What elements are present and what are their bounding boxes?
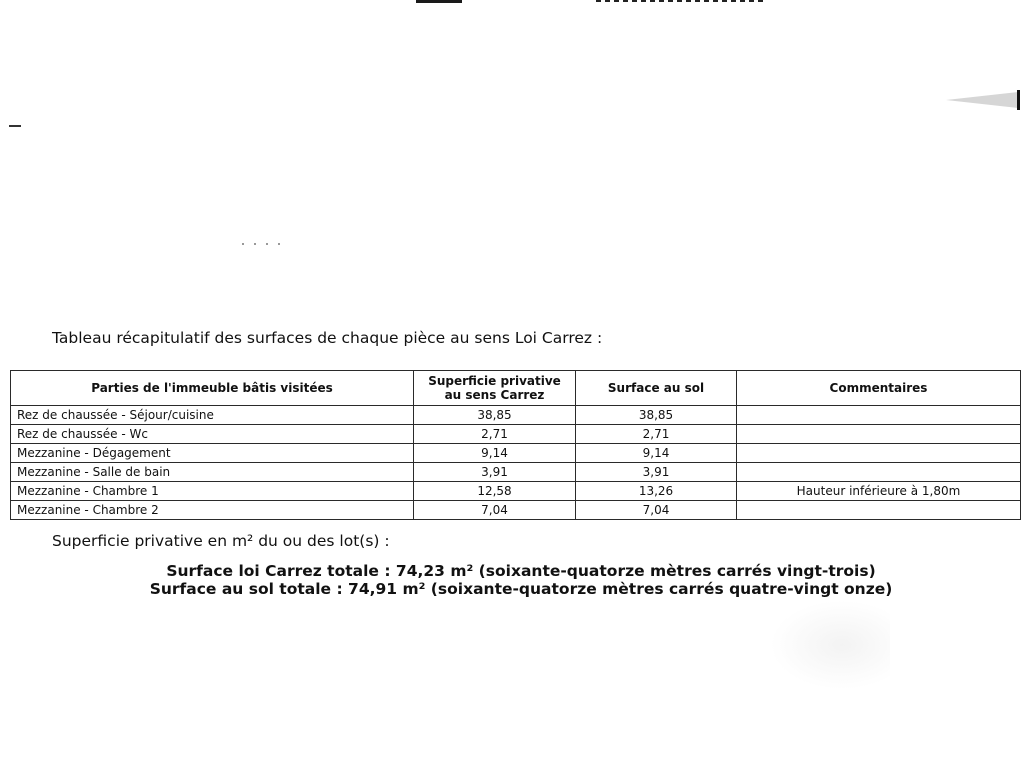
column-header-commentaires: Commentaires xyxy=(737,371,1021,406)
table-row xyxy=(11,406,1021,425)
scan-artifact xyxy=(242,243,282,245)
cell-commentaire xyxy=(737,444,1021,463)
cell-partie: Mezzanine - Chambre 2 xyxy=(11,501,414,520)
table-row xyxy=(11,444,1021,463)
table-heading: Tableau récapitulatif des surfaces de chaque pièce au sens Loi Carrez : xyxy=(52,329,603,347)
table-row xyxy=(11,425,1021,444)
cell-sol: 9,14 xyxy=(576,444,737,463)
cell-partie: Rez de chaussée - Wc xyxy=(11,425,414,444)
cell-commentaire xyxy=(737,425,1021,444)
cell-carrez: 12,58 xyxy=(414,482,576,501)
cell-partie: Mezzanine - Chambre 1 xyxy=(11,482,414,501)
cell-commentaire xyxy=(737,406,1021,425)
cell-sol: 2,71 xyxy=(576,425,737,444)
surfaces-table xyxy=(10,370,1021,520)
table-row xyxy=(11,463,1021,482)
cell-partie: Mezzanine - Dégagement xyxy=(11,444,414,463)
cell-commentaire xyxy=(737,463,1021,482)
cell-sol: 3,91 xyxy=(576,463,737,482)
table-row xyxy=(11,482,1021,501)
scan-artifact xyxy=(596,0,766,2)
cell-commentaire xyxy=(737,501,1021,520)
scan-artifact xyxy=(770,600,890,690)
cell-sol: 7,04 xyxy=(576,501,737,520)
total-sol: Surface au sol totale : 74,91 m² (soixante-quatorze mètres carrés quatre-vingt onze) xyxy=(149,580,893,598)
cell-carrez: 7,04 xyxy=(414,501,576,520)
column-header-carrez: Superficie privative au sens Carrez xyxy=(414,371,576,406)
table-header-row xyxy=(11,371,1021,406)
scan-artifact xyxy=(946,90,1020,110)
cell-carrez: 38,85 xyxy=(414,406,576,425)
cell-carrez: 3,91 xyxy=(414,463,576,482)
column-header-parties: Parties de l'immeuble bâtis visitées xyxy=(11,371,414,406)
column-header-sol: Surface au sol xyxy=(576,371,737,406)
cell-partie: Rez de chaussée - Séjour/cuisine xyxy=(11,406,414,425)
cell-commentaire: Hauteur inférieure à 1,80m xyxy=(737,482,1021,501)
table-row xyxy=(11,501,1021,520)
cell-carrez: 9,14 xyxy=(414,444,576,463)
scan-artifact xyxy=(9,125,21,127)
cell-carrez: 2,71 xyxy=(414,425,576,444)
lot-surface-heading: Superficie privative en m² du ou des lot(s) : xyxy=(52,532,390,550)
cell-sol: 38,85 xyxy=(576,406,737,425)
scan-artifact xyxy=(416,0,462,3)
cell-sol: 13,26 xyxy=(576,482,737,501)
total-carrez: Surface loi Carrez totale : 74,23 m² (soixante-quatorze mètres carrés vingt-trois) xyxy=(166,562,876,580)
cell-partie: Mezzanine - Salle de bain xyxy=(11,463,414,482)
